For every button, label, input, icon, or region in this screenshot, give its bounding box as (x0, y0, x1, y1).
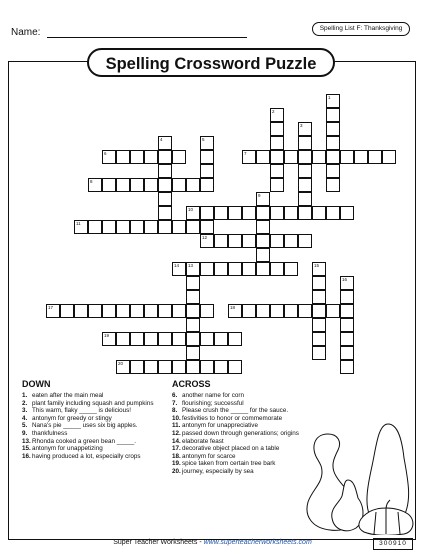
crossword-cell[interactable] (270, 108, 284, 122)
crossword-cell[interactable] (256, 150, 270, 164)
crossword-cell[interactable] (228, 332, 242, 346)
down-clue (22, 407, 162, 415)
crossword-cell[interactable] (172, 150, 186, 164)
crossword-cell[interactable] (186, 206, 200, 220)
crossword-cell[interactable] (312, 276, 326, 290)
crossword-cell[interactable] (116, 332, 130, 346)
clue-text: Rhonda cooked a green bean _____. (32, 437, 136, 445)
crossword-cell[interactable] (312, 206, 326, 220)
crossword-cell[interactable] (158, 220, 172, 234)
clue-number: 2. (22, 399, 28, 407)
crossword-cell-number: 10 (188, 207, 194, 212)
crossword-cell[interactable] (284, 234, 298, 248)
crossword-cell[interactable] (312, 290, 326, 304)
crossword-cell[interactable] (102, 178, 116, 192)
crossword-cell[interactable] (284, 150, 298, 164)
clue-text: spice taken from certain tree bark (182, 460, 276, 468)
crossword-cell-number: 11 (76, 221, 81, 226)
crossword-cell[interactable] (312, 332, 326, 346)
name-label: Name: (11, 27, 41, 38)
crossword-cell[interactable] (158, 150, 172, 164)
crossword-cell[interactable] (200, 360, 214, 374)
crossword-cell[interactable] (186, 276, 200, 290)
crossword-cell[interactable] (214, 206, 228, 220)
crossword-cell[interactable] (242, 304, 256, 318)
down-clue (22, 400, 162, 408)
crossword-cell-number: 9 (258, 193, 261, 198)
crossword-cell[interactable] (88, 304, 102, 318)
crossword-cell[interactable] (116, 150, 130, 164)
worksheet-code: 300910 (373, 538, 413, 550)
footer-url[interactable]: www.superteacherworksheets.com (203, 539, 312, 546)
crossword-cell[interactable] (200, 332, 214, 346)
crossword-cell-number: 18 (230, 305, 236, 310)
crossword-cell[interactable] (242, 234, 256, 248)
crossword-cell[interactable] (326, 206, 340, 220)
gourds-illustration (300, 410, 415, 535)
crossword-cell[interactable] (46, 304, 60, 318)
clue-number: 17. (172, 445, 181, 453)
clue-text: another name for corn (182, 392, 244, 399)
crossword-cell-number: 1 (328, 95, 331, 100)
crossword-cell[interactable] (312, 304, 326, 318)
crossword-cell[interactable] (200, 164, 214, 178)
crossword-cell[interactable] (186, 360, 200, 374)
crossword-cell[interactable] (200, 150, 214, 164)
crossword-cell[interactable] (270, 304, 284, 318)
clue-number: 10. (172, 414, 181, 422)
crossword-cell[interactable] (270, 122, 284, 136)
crossword-cell[interactable] (200, 206, 214, 220)
crossword-cell[interactable] (200, 178, 214, 192)
down-clue (22, 445, 162, 453)
clue-text: Nana's pie _____ uses six big apples. (32, 422, 138, 430)
clue-number: 20. (172, 467, 181, 475)
crossword-cell[interactable] (214, 234, 228, 248)
crossword-cell[interactable] (102, 150, 116, 164)
crossword-cell[interactable] (200, 262, 214, 276)
crossword-cell[interactable] (130, 332, 144, 346)
crossword-cell[interactable] (270, 234, 284, 248)
crossword-cell[interactable] (270, 136, 284, 150)
clue-text: passed down through generations; origins (182, 429, 299, 437)
crossword-cell-number: 16 (342, 277, 348, 282)
crossword-cell[interactable] (172, 332, 186, 346)
crossword-cell[interactable] (144, 304, 158, 318)
across-heading: ACROSS (172, 379, 211, 389)
crossword-cell[interactable] (158, 304, 172, 318)
crossword-cell[interactable] (116, 220, 130, 234)
clue-text: having produced a lot, especially crops (32, 452, 141, 460)
clue-text: journey, especially by sea (182, 467, 254, 475)
crossword-cell-number: 7 (244, 151, 247, 156)
clue-text: antonym for scarce (182, 452, 236, 460)
footer-separator: - (197, 539, 204, 546)
crossword-cell[interactable] (214, 262, 228, 276)
crossword-cell[interactable] (340, 304, 354, 318)
clue-text: festivities to honor or commemorate (182, 414, 283, 422)
crossword-cell[interactable] (298, 304, 312, 318)
crossword-cell[interactable] (130, 360, 144, 374)
name-field[interactable] (47, 37, 247, 38)
clue-number: 12. (172, 429, 181, 437)
crossword-cell[interactable] (298, 136, 312, 150)
crossword-cell[interactable] (312, 318, 326, 332)
crossword-cell[interactable] (200, 304, 214, 318)
crossword-cell-number: 4 (160, 137, 163, 142)
clue-text: This warm, flaky _____ is delicious! (32, 407, 132, 415)
crossword-cell[interactable] (102, 220, 116, 234)
crossword-cell-number: 8 (90, 179, 93, 184)
crossword-cell[interactable] (144, 220, 158, 234)
crossword-cell[interactable] (200, 136, 214, 150)
crossword-cell-number: 14 (174, 263, 180, 268)
crossword-cell[interactable] (340, 206, 354, 220)
crossword-cell-number: 6 (104, 151, 107, 156)
crossword-cell[interactable] (326, 108, 340, 122)
clue-text: flourishing; successful (182, 399, 244, 407)
crossword-cell[interactable] (214, 360, 228, 374)
clue-number: 18. (172, 452, 181, 460)
crossword-cell[interactable] (228, 234, 242, 248)
clue-number: 16. (22, 452, 31, 460)
crossword-cell[interactable] (172, 178, 186, 192)
footer (0, 539, 425, 546)
down-clue (22, 438, 162, 446)
clue-number: 19. (172, 460, 181, 468)
down-clue (22, 453, 162, 461)
crossword-cell[interactable] (298, 192, 312, 206)
down-heading: DOWN (22, 379, 51, 389)
crossword-cell[interactable] (340, 360, 354, 374)
crossword-cell[interactable] (88, 178, 102, 192)
crossword-cell[interactable] (270, 164, 284, 178)
crossword-cell[interactable] (270, 262, 284, 276)
crossword-cell[interactable] (270, 206, 284, 220)
crossword-cell-number: 3 (300, 123, 303, 128)
down-clue (22, 392, 162, 400)
crossword-cell[interactable] (130, 178, 144, 192)
across-clue (172, 392, 342, 400)
crossword-cell-number: 5 (202, 137, 205, 142)
clue-number: 5. (22, 422, 28, 430)
crossword-cell[interactable] (326, 150, 340, 164)
crossword-cell[interactable] (228, 206, 242, 220)
crossword-cell[interactable] (298, 234, 312, 248)
crossword-cell[interactable] (144, 360, 158, 374)
crossword-cell[interactable] (186, 332, 200, 346)
crossword-cell[interactable] (368, 150, 382, 164)
clue-number: 4. (22, 414, 28, 422)
crossword-cell[interactable] (158, 136, 172, 150)
crossword-cell[interactable] (298, 206, 312, 220)
clue-number: 1. (22, 392, 28, 399)
clue-text: antonym for unappetizing (32, 445, 103, 453)
crossword-cell[interactable] (312, 262, 326, 276)
clue-text: antonym for greedy or stingy (32, 414, 112, 422)
crossword-cell[interactable] (340, 318, 354, 332)
crossword-cell[interactable] (326, 164, 340, 178)
crossword-cell[interactable] (130, 150, 144, 164)
crossword-cell[interactable] (340, 332, 354, 346)
crossword-cell[interactable] (116, 304, 130, 318)
clue-number: 9. (22, 429, 28, 437)
crossword-cell-number: 17 (48, 305, 54, 310)
crossword-cell[interactable] (186, 346, 200, 360)
crossword-cell[interactable] (256, 220, 270, 234)
down-clue (22, 422, 162, 430)
crossword-cell[interactable] (354, 150, 368, 164)
spelling-list-tag: Spelling List F: Thanksgiving (312, 22, 410, 36)
crossword-cell[interactable] (144, 150, 158, 164)
crossword-cell[interactable] (186, 220, 200, 234)
crossword-cell[interactable] (284, 304, 298, 318)
crossword-cell[interactable] (158, 164, 172, 178)
crossword-cell[interactable] (242, 150, 256, 164)
crossword-cell[interactable] (256, 304, 270, 318)
clue-text: Please crush the _____ for the sauce. (182, 407, 289, 415)
crossword-cell[interactable] (158, 192, 172, 206)
crossword-cell[interactable] (102, 332, 116, 346)
crossword-cell[interactable] (326, 304, 340, 318)
clue-number: 15. (22, 445, 31, 453)
crossword-cell-number: 13 (188, 263, 194, 268)
crossword-cell[interactable] (256, 192, 270, 206)
crossword-cell[interactable] (74, 304, 88, 318)
crossword-cell[interactable] (228, 360, 242, 374)
crossword-cell[interactable] (228, 304, 242, 318)
crossword-cell[interactable] (312, 346, 326, 360)
crossword-cell[interactable] (326, 122, 340, 136)
crossword-cell[interactable] (172, 304, 186, 318)
crossword-cell[interactable] (242, 262, 256, 276)
clue-text: thankfulness (32, 429, 68, 437)
clue-text: antonym for unappreciative (182, 422, 258, 430)
crossword-cell[interactable] (228, 262, 242, 276)
crossword-cell[interactable] (298, 178, 312, 192)
crossword-cell[interactable] (144, 178, 158, 192)
clue-text: plant family including squash and pumpkins (32, 399, 154, 407)
crossword-cell[interactable] (340, 290, 354, 304)
crossword-cell[interactable] (242, 206, 256, 220)
crossword-cell[interactable] (144, 332, 158, 346)
crossword-cell[interactable] (186, 304, 200, 318)
down-clue (22, 415, 162, 423)
crossword-cell[interactable] (284, 206, 298, 220)
crossword-cell[interactable] (116, 178, 130, 192)
clue-number: 7. (172, 399, 178, 407)
crossword-cell[interactable] (172, 262, 186, 276)
crossword-cell[interactable] (186, 318, 200, 332)
across-clue (172, 400, 342, 408)
crossword-cell[interactable] (158, 360, 172, 374)
crossword-cell-number: 15 (314, 263, 320, 268)
crossword-cell[interactable] (256, 248, 270, 262)
crossword-cell[interactable] (270, 150, 284, 164)
crossword-cell[interactable] (158, 332, 172, 346)
crossword-cell[interactable] (298, 164, 312, 178)
crossword-cell[interactable] (74, 220, 88, 234)
crossword-cell-number: 19 (104, 333, 110, 338)
crossword-cell[interactable] (172, 220, 186, 234)
clue-number: 8. (172, 407, 178, 415)
crossword-cell[interactable] (158, 178, 172, 192)
down-clue-list (22, 392, 162, 460)
crossword-cell[interactable] (102, 304, 116, 318)
crossword-cell[interactable] (130, 220, 144, 234)
crossword-cell[interactable] (186, 290, 200, 304)
down-clue (22, 430, 162, 438)
crossword-cell[interactable] (312, 150, 326, 164)
crossword-cell[interactable] (214, 332, 228, 346)
clue-text: eaten after the main meal (32, 392, 104, 399)
crossword-cell[interactable] (88, 220, 102, 234)
clue-number: 11. (172, 422, 181, 430)
crossword-cell[interactable] (200, 234, 214, 248)
crossword-cell[interactable] (256, 206, 270, 220)
crossword-cell[interactable] (256, 262, 270, 276)
crossword-cell[interactable] (326, 136, 340, 150)
crossword-cell[interactable] (298, 150, 312, 164)
crossword-cell-number: 12 (202, 235, 208, 240)
crossword-cell[interactable] (186, 262, 200, 276)
crossword-cell-number: 20 (118, 361, 124, 366)
footer-brand: Super Teacher Worksheets (113, 539, 198, 546)
crossword-cell[interactable] (326, 178, 340, 192)
crossword-cell[interactable] (172, 360, 186, 374)
crossword-cell[interactable] (130, 304, 144, 318)
crossword-cell[interactable] (326, 94, 340, 108)
page-title: Spelling Crossword Puzzle (87, 48, 335, 77)
crossword-cell[interactable] (60, 304, 74, 318)
crossword-cell-number: 2 (272, 109, 275, 114)
clue-number: 6. (172, 392, 178, 399)
clue-text: decorative object placed on a table (182, 445, 280, 453)
clue-number: 13. (22, 437, 31, 445)
clue-text: elaborate feast (182, 437, 224, 445)
crossword-cell[interactable] (340, 150, 354, 164)
crossword-cell[interactable] (298, 122, 312, 136)
crossword-cell[interactable] (270, 178, 284, 192)
crossword-cell[interactable] (284, 262, 298, 276)
clue-number: 14. (172, 437, 181, 445)
crossword-cell[interactable] (200, 220, 214, 234)
crossword-cell[interactable] (256, 234, 270, 248)
crossword-cell[interactable] (340, 346, 354, 360)
crossword-cell[interactable] (158, 206, 172, 220)
crossword-cell[interactable] (186, 178, 200, 192)
crossword-cell[interactable] (340, 276, 354, 290)
crossword-cell[interactable] (382, 150, 396, 164)
crossword-cell[interactable] (116, 360, 130, 374)
clue-number: 3. (22, 407, 28, 415)
